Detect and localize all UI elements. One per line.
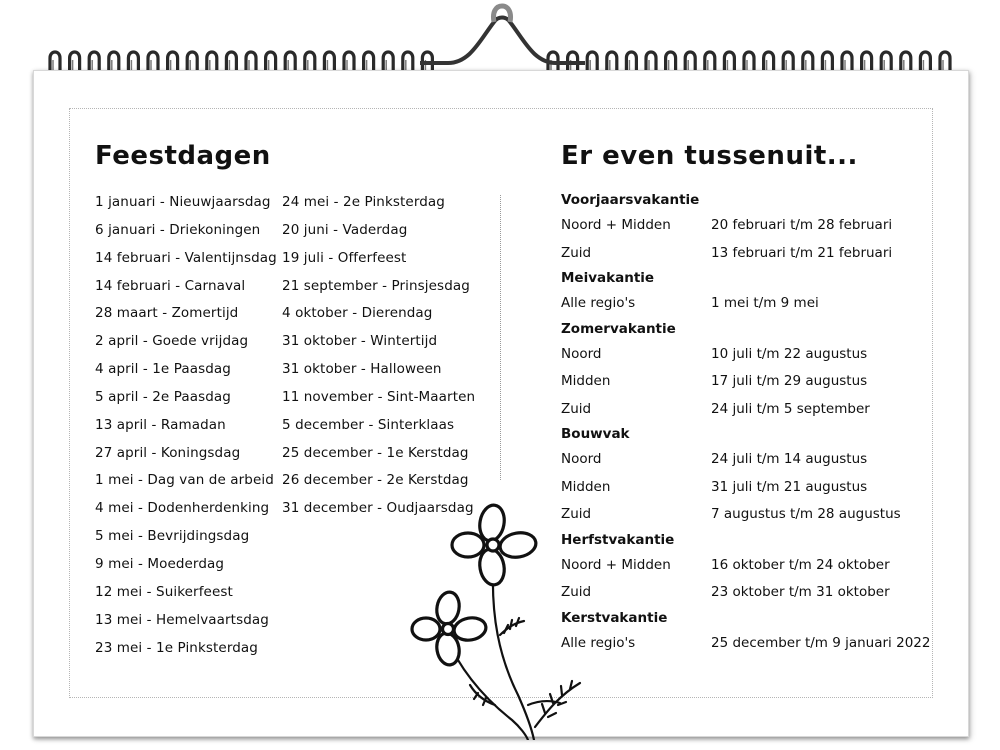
vacation-row bbox=[561, 290, 921, 318]
holiday-item: 11 november - Sint-Maarten bbox=[282, 388, 476, 405]
vacation-group-title: Zomervakantie bbox=[561, 320, 676, 337]
holiday-item: 4 oktober - Dierendag bbox=[282, 305, 433, 322]
vacation-period: 16 oktober t/m 24 oktober bbox=[711, 556, 890, 573]
hanger-hook-icon bbox=[420, 6, 585, 63]
column-divider bbox=[500, 195, 501, 480]
vacation-period: 25 december t/m 9 januari 2022 bbox=[711, 634, 931, 651]
vacation-row bbox=[561, 396, 921, 424]
vacation-region: Noord + Midden bbox=[561, 217, 671, 233]
vacation-region: Zuid bbox=[561, 400, 592, 417]
holiday-item: 26 december - 2e Kerstdag bbox=[282, 472, 469, 489]
vacation-row bbox=[561, 341, 921, 369]
holiday-item: 14 februari - Carnaval bbox=[95, 277, 246, 294]
holiday-item: 5 december - Sinterklaas bbox=[282, 416, 455, 433]
vacation-group-title: Meivakantie bbox=[561, 270, 655, 286]
holiday-item: 25 december - 1e Kerstdag bbox=[282, 444, 469, 461]
vacation-row bbox=[561, 579, 921, 607]
vacation-period: 13 februari t/m 21 februari bbox=[711, 244, 893, 261]
vacation-period: 23 oktober t/m 31 oktober bbox=[711, 584, 890, 600]
vacation-group-title: Herfstvakantie bbox=[561, 531, 675, 548]
vacation-period: 10 juli t/m 22 augustus bbox=[711, 345, 868, 362]
holiday-item: 14 februari - Valentijnsdag bbox=[95, 249, 277, 266]
vacation-region: Noord + Midden bbox=[561, 556, 671, 573]
vacation-group-title: Kerstvakantie bbox=[561, 609, 668, 626]
vacation-row bbox=[561, 474, 921, 502]
vacation-region: Midden bbox=[561, 373, 611, 389]
holiday-item: 4 mei - Dodenherdenking bbox=[95, 500, 270, 517]
vacation-region: Noord bbox=[561, 345, 602, 362]
vacation-period: 17 juli t/m 29 augustus bbox=[711, 373, 868, 389]
vacations-title: Er even tussenuit... bbox=[561, 141, 858, 171]
holiday-item: 6 januari - Driekoningen bbox=[95, 221, 261, 238]
vacations-list bbox=[561, 189, 931, 657]
holiday-item: 2 april - Goede vrijdag bbox=[95, 333, 249, 350]
vacation-row bbox=[561, 552, 921, 580]
vacation-group-title: Bouwvak bbox=[561, 426, 630, 442]
holiday-item: 31 december - Oudjaarsdag bbox=[282, 500, 474, 517]
holiday-item: 23 mei - 1e Pinksterdag bbox=[95, 639, 258, 656]
holiday-item: 9 mei - Moederdag bbox=[95, 555, 225, 572]
holiday-item: 24 mei - 2e Pinksterdag bbox=[282, 194, 445, 210]
holiday-item: 12 mei - Suikerfeest bbox=[95, 583, 233, 600]
holidays-title: Feestdagen bbox=[95, 141, 271, 171]
holiday-item: 13 april - Ramadan bbox=[95, 416, 226, 433]
vacation-period: 20 februari t/m 28 februari bbox=[711, 217, 893, 233]
holiday-item: 13 mei - Hemelvaartsdag bbox=[95, 611, 269, 628]
holiday-item: 20 juni - Vaderdag bbox=[282, 221, 408, 238]
flower-illustration-icon bbox=[400, 495, 600, 740]
vacation-region: Noord bbox=[561, 451, 602, 467]
vacation-row bbox=[561, 446, 921, 474]
vacation-row bbox=[561, 501, 921, 529]
vacation-period: 24 juli t/m 14 augustus bbox=[711, 451, 868, 467]
vacation-row bbox=[561, 240, 921, 268]
vacation-region: Alle regio's bbox=[561, 295, 636, 311]
vacation-region: Zuid bbox=[561, 506, 592, 522]
vacation-period: 7 augustus t/m 28 augustus bbox=[711, 506, 901, 522]
holiday-item: 31 oktober - Wintertijd bbox=[282, 333, 438, 350]
vacation-period: 24 juli t/m 5 september bbox=[711, 400, 870, 417]
holiday-item: 31 oktober - Halloween bbox=[282, 361, 442, 378]
holiday-item: 1 januari - Nieuwjaarsdag bbox=[95, 194, 271, 210]
holidays-list-column-1 bbox=[95, 189, 277, 662]
vacation-group-title: Voorjaarsvakantie bbox=[561, 192, 700, 208]
vacation-row bbox=[561, 212, 921, 240]
holiday-item: 1 mei - Dag van de arbeid bbox=[95, 472, 274, 489]
holiday-item: 21 september - Prinsjesdag bbox=[282, 277, 470, 294]
holidays-list-column-2 bbox=[282, 189, 475, 523]
holiday-item: 28 maart - Zomertijd bbox=[95, 305, 239, 322]
holiday-item: 5 april - 2e Paasdag bbox=[95, 388, 231, 405]
vacation-period: 31 juli t/m 21 augustus bbox=[711, 478, 868, 495]
vacation-region: Zuid bbox=[561, 584, 592, 600]
vacation-row bbox=[561, 630, 931, 658]
holiday-item: 4 april - 1e Paasdag bbox=[95, 361, 231, 378]
vacation-row bbox=[561, 368, 921, 396]
holiday-item: 19 juli - Offerfeest bbox=[282, 249, 407, 266]
vacation-region: Midden bbox=[561, 478, 611, 495]
vacation-period: 1 mei t/m 9 mei bbox=[711, 295, 819, 311]
holiday-item: 5 mei - Bevrijdingsdag bbox=[95, 528, 250, 545]
vacation-region: Alle regio's bbox=[561, 634, 636, 651]
vacation-region: Zuid bbox=[561, 244, 592, 261]
holiday-item: 27 april - Koningsdag bbox=[95, 444, 241, 461]
